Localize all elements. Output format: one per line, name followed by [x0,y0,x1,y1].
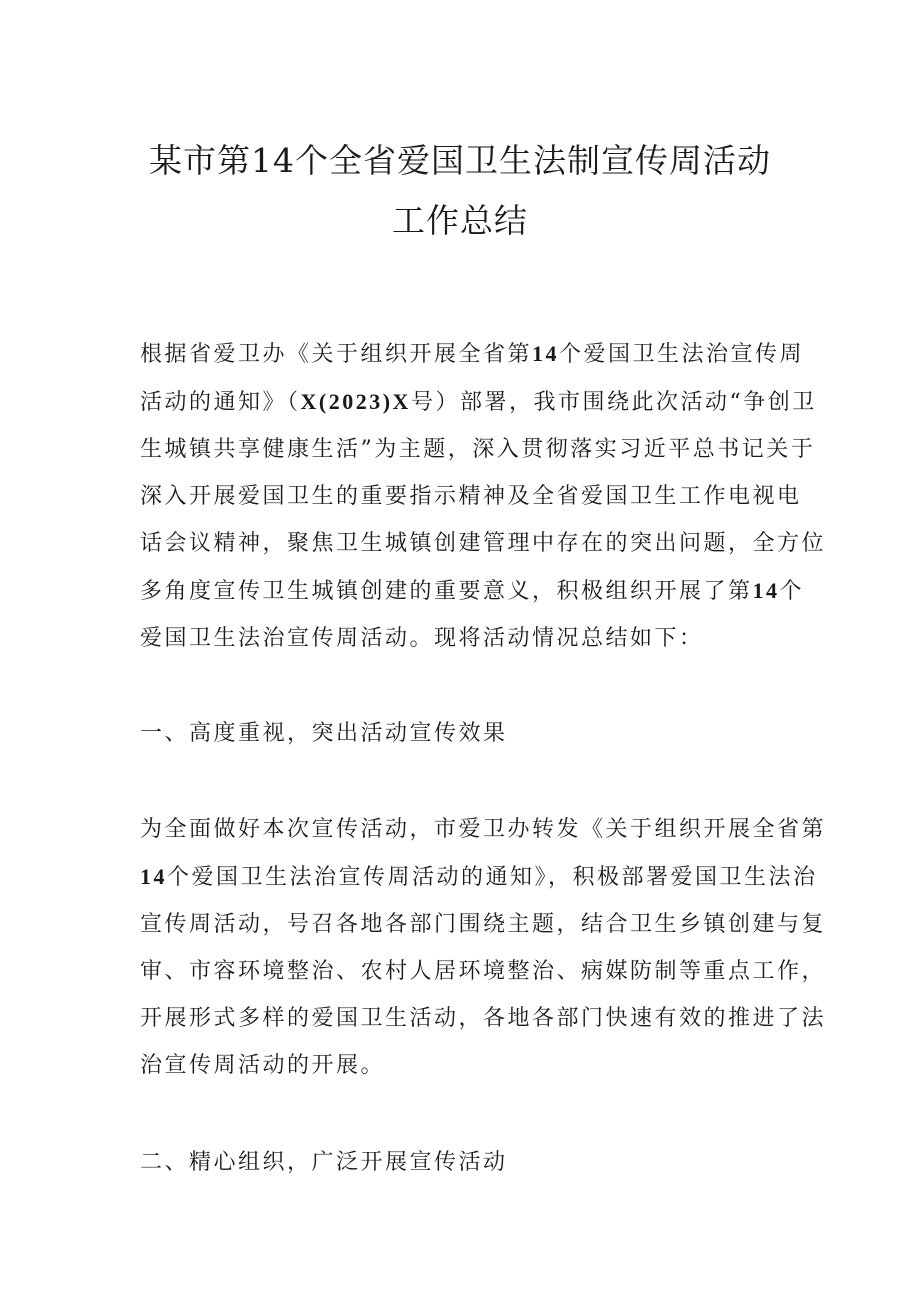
text-run: 号）部署，我市围绕此次活动“争创卫 [410,390,817,415]
number-run: 14 [532,341,560,366]
text-run: 个爱国卫生法治宣传周活动的通知》，积极部署爱国卫生法治 [167,865,818,890]
paragraph-line [140,426,816,473]
paragraph-line [140,615,786,662]
text-run: 深入开展爱国卫生的重要指示精神及全省爱国卫生工作电视电 [140,484,802,509]
paragraph-line [140,330,805,378]
text-run: 多角度宣传卫生城镇创建的重要意义，积极组织开展了第 [140,579,753,604]
text-run: 个爱国卫生法治宣传周 [559,342,805,367]
section-1-heading: 一、高度重视，突出活动宣传效果 [140,721,508,746]
paragraph-line [140,853,818,901]
paragraph-line [140,378,817,426]
text-run: 宣传周活动，号召各地各部门围绕主题，结合卫生乡镇创建与复 [140,912,827,937]
intro-paragraph [140,330,827,662]
text-run: 开展形式多样的爱国卫生活动，各地各部门快速有效的推进了法 [140,1006,827,1031]
paragraph-line [140,948,827,995]
text-run: 爱国卫生法治宣传周活动。现将活动情况总结如下： [140,626,704,651]
number-run: 14 [140,864,167,889]
paragraph-line [140,806,827,853]
text-run: 个 [779,579,805,604]
paragraph-line [140,995,827,1042]
number-run: 14 [752,578,780,603]
section-1-paragraph [140,806,827,1089]
paragraph-line [140,901,827,948]
section-2-heading: 二、精心组织，广泛开展宣传活动 [140,1150,508,1175]
paragraph-line [140,1042,786,1089]
paragraph-line [140,520,827,567]
text-run: 审、市容环境整治、农村人居环境整治、病媒防制等重点工作， [140,959,827,984]
document-title-line-2: 工作总结 [392,201,528,240]
text-run: 活动的通知》（ [140,390,301,415]
document-number-run: X(2023)X [300,389,411,414]
paragraph-line [140,567,805,615]
text-run: 治宣传周活动的开展。 [140,1053,386,1078]
text-run: 为全面做好本次宣传活动，市爱卫办转发《关于组织开展全省第 [140,817,827,842]
document-title-line-1: 某市第14个全省爱国卫生法制宣传周活动 [149,141,771,180]
text-run: 话会议精神，聚焦卫生城镇创建管理中存在的突出问题，全方位 [140,531,827,556]
text-run: 生城镇共享健康生活”为主题，深入贯彻落实习近平总书记关于 [140,437,816,462]
paragraph-line [140,473,802,520]
text-run: 根据省爱卫办《关于组织开展全省第 [140,342,533,367]
